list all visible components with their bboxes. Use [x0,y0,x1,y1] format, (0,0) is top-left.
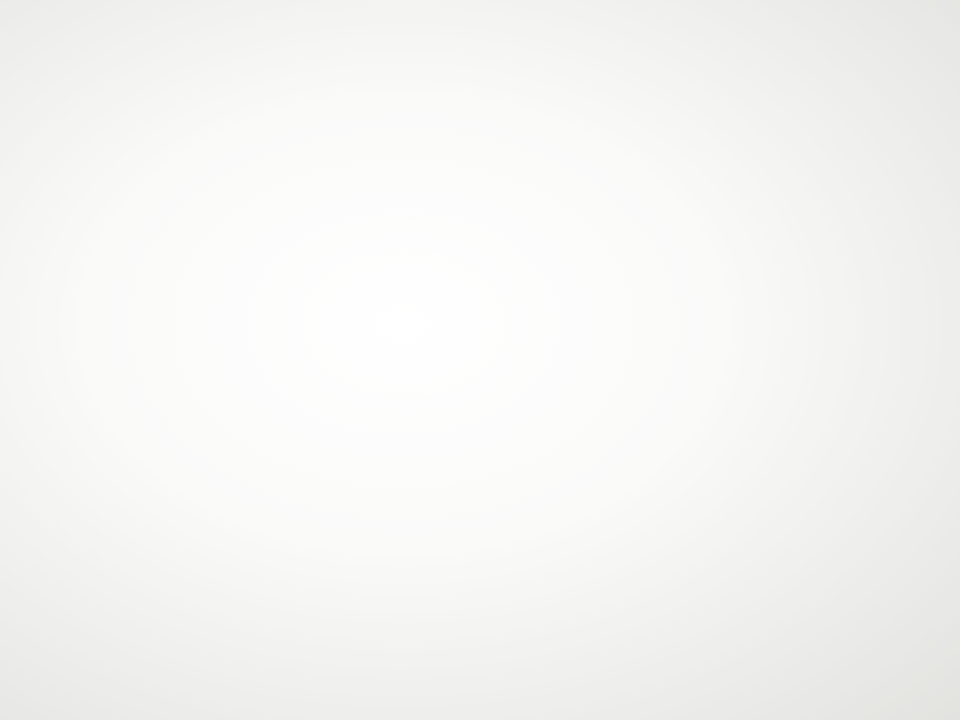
bullet-list [72,172,832,183]
sidebar-band-bottom [888,648,960,720]
sidebar-band-accent [888,576,960,648]
decorative-sidebar [888,0,960,720]
sidebar-band-top [888,0,960,576]
